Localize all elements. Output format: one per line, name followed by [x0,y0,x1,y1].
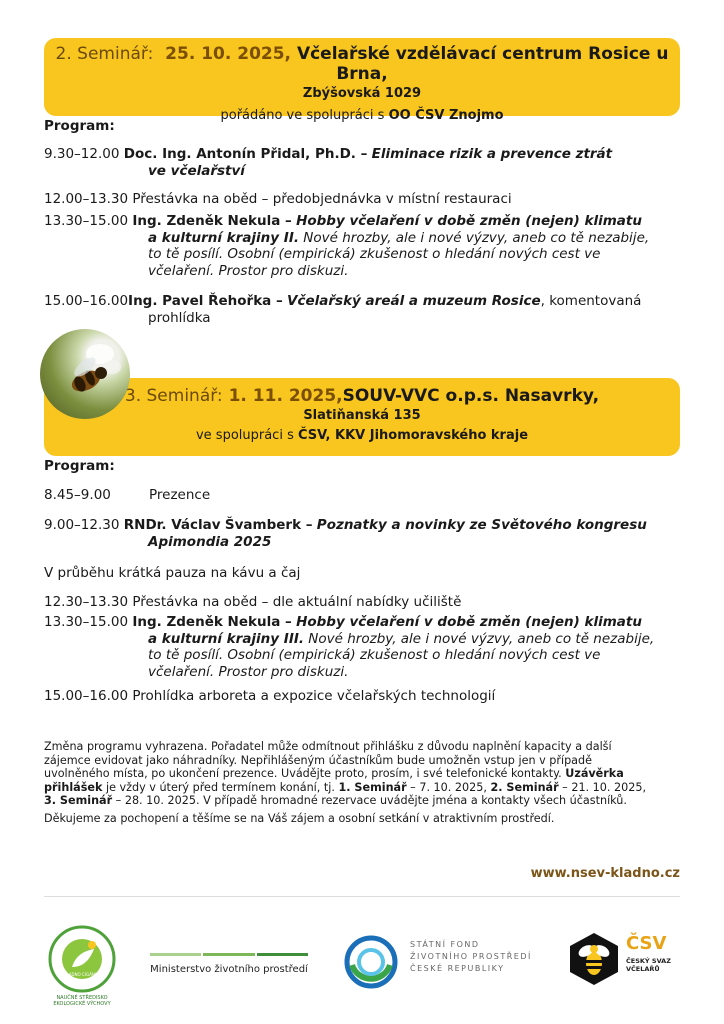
item-desc: to tě posílí. Osobní (empirická) zkušenost o hledání nových cest ve [148,647,601,663]
nsev-ring-text: NAUČNÉ STŘEDISKO EKOLOGICKÉ VÝCHOVY [53,995,111,1007]
item-speaker: Ing. Zdeněk Nekula – [132,614,292,630]
item-desc: to tě posílí. Osobní (empirická) zkušenost o hledání nových cest ve [148,246,601,262]
item-time: 8.45–9.00 [44,487,111,503]
deadline-label: přihlášek [44,780,103,794]
sfzp-logo [344,935,544,995]
item-title: Poznatky a novinky ze Světového kongresu [316,517,647,533]
item-title: Eliminace rizik a prevence ztrát [371,146,613,162]
item-time: 12.30–13.30 [44,594,129,610]
seminar3-street: Slatiňanská 135 [303,408,421,423]
program-item [44,565,684,582]
item-time: 13.30–15.00 [44,213,129,229]
mzp-logo [150,953,308,975]
partner-logos [0,925,724,1005]
seminar-ref: 2. Seminář [490,780,559,794]
csv-line: ČESKÝ SVAZ [626,957,671,965]
seminar2-date: 25. 10. 2025, [165,44,292,64]
item-time: 15.00–16.00 [44,293,129,309]
item-desc: Nové hrozby, ale i nové výzvy, aneb co tě nezabije, [303,229,650,246]
item-time: 12.00–13.30 [44,191,129,207]
item-after: , komentovaná [540,293,642,309]
csv-logo [566,931,686,991]
item-title-cont: Apimondia 2025 [148,533,272,550]
item-time: 9.30–12.00 [44,146,120,162]
nsev-logo [48,925,116,1007]
program-item [44,517,684,550]
note-line: uvolněného místa, po ukončení prezence. Uvádějte proto, prosím, i své telefonické kontakty. [44,767,562,780]
item-title: Včelařský areál a muzeum Rosice [287,293,541,309]
seminar3-prefix: 3. Seminář: [124,386,223,406]
bee-hexagon-icon [566,931,622,987]
nsev-inner-text: KLADNO CIGÁNKA [63,972,101,977]
seminar-ref: 3. Seminář [44,794,113,807]
item-speaker: Doc. Ing. Antonín Přidal, Ph.D. – [123,146,368,162]
thanks-note: Děkujeme za pochopení a těšíme se na Váš zájem a osobní setkání v atraktivním prostředí. [44,812,555,825]
bee-photo [40,329,130,419]
csv-abbr: ČSV [626,933,667,954]
mzp-bars [150,953,308,956]
item-speaker: Ing. Pavel Řehořka – [128,293,283,309]
seminar2-coop-pre: pořádáno ve spolupráci s [220,108,385,123]
item-text: Prohlídka arboreta a expozice včelařských technologií [132,688,496,704]
program-item [44,614,684,680]
seminar3-date: 1. 11. 2025, [228,386,343,406]
sfzp-line: ŽIVOTNÍHO PROSTŘEDÍ [410,952,532,961]
item-after: prohlídka [148,309,211,326]
program-item [44,594,684,611]
item-title: Hobby včelaření v době změn (nejen) klimatu [296,614,642,630]
program-label-3: Program: [44,458,115,474]
website-link[interactable]: www.nsev-kladno.cz [530,866,680,881]
item-time: 13.30–15.00 [44,614,129,630]
seminar2-header [44,38,680,123]
seminar2-place: Včelařské vzdělávací centrum Rosice u Brna, [296,44,669,84]
seminar2-coop-org: OO ČSV Znojmo [388,108,504,123]
seminar3-header [44,378,680,456]
program-item [44,487,684,504]
deadline-date: – 7. 10. 2025, [410,780,487,794]
program-item [44,191,684,208]
deadline-date: – 21. 10. 2025, [562,780,647,794]
csv-line: VČELAŘŮ [626,965,660,973]
seminar3-coop-org: ČSV, KKV Jihomoravského kraje [298,428,529,443]
program-item [44,213,684,279]
note-line: zájemce evidovat jako náhradníky. Nepřihlášeným účastníkům bude umožněn vstup jen v případě [44,753,593,767]
program-item [44,688,684,705]
sfzp-line: ČESKÉ REPUBLIKY [410,964,505,973]
item-text: V průběhu krátká pauza na kávu a čaj [44,565,301,581]
program-label-2: Program: [44,118,115,134]
seminar3-coop-pre: ve spolupráci s [195,428,294,443]
note-line: je vždy v úterý před termínem konání, tj. [105,780,335,794]
item-title-cont: a kulturní krajiny III. [148,630,304,647]
item-text: Prezence [149,487,211,503]
terms-note [44,740,680,808]
sfzp-emblem-icon [344,935,398,989]
deadline-date: – 28. 10. 2025. V případě hromadné rezervace uvádějte jména a kontakty všech účastníků. [115,794,627,807]
item-speaker: Ing. Zdeněk Nekula – [132,213,292,229]
item-speaker: RNDr. Václav [123,517,221,533]
footer-divider [44,896,680,897]
item-desc: Nové hrozby, ale i nové výzvy, aneb co tě nezabije, [308,630,655,647]
seminar2-street: Zbýšovská 1029 [302,86,422,101]
deadline-label: Uzávěrka [565,767,624,780]
item-desc: včelaření. Prostor pro diskuzi. [148,663,349,680]
item-text: Přestávka na oběd – dle aktuální nabídky učiliště [132,594,462,610]
program-item [44,293,684,326]
item-title-cont: ve včelařství [148,162,245,179]
item-title: Hobby včelaření v době změn (nejen) klimatu [296,213,642,229]
item-title-cont: a kulturní krajiny II. [148,229,299,246]
item-time: 15.00–16.00 [44,688,129,704]
program-item [44,146,684,179]
item-time: 9.00–12.30 [44,517,120,533]
seminar2-prefix: 2. Seminář: [55,44,154,64]
item-text: Přestávka na oběd – předobjednávka v místní restauraci [132,191,512,207]
mzp-name: Ministerstvo životního prostředí [150,964,308,975]
item-speaker-rest: Švamberk – [224,517,313,533]
sfzp-line: STÁTNÍ FOND [410,940,480,949]
item-desc: včelaření. Prostor pro diskuzi. [148,262,349,279]
seminar-ref: 1. Seminář [338,780,407,794]
seminar3-place: SOUV-VVC o.p.s. Nasavrky, [342,386,600,406]
note-line: Změna programu vyhrazena. Pořadatel může odmítnout přihlášku z důvodu naplnění kapacity a další [44,740,612,753]
